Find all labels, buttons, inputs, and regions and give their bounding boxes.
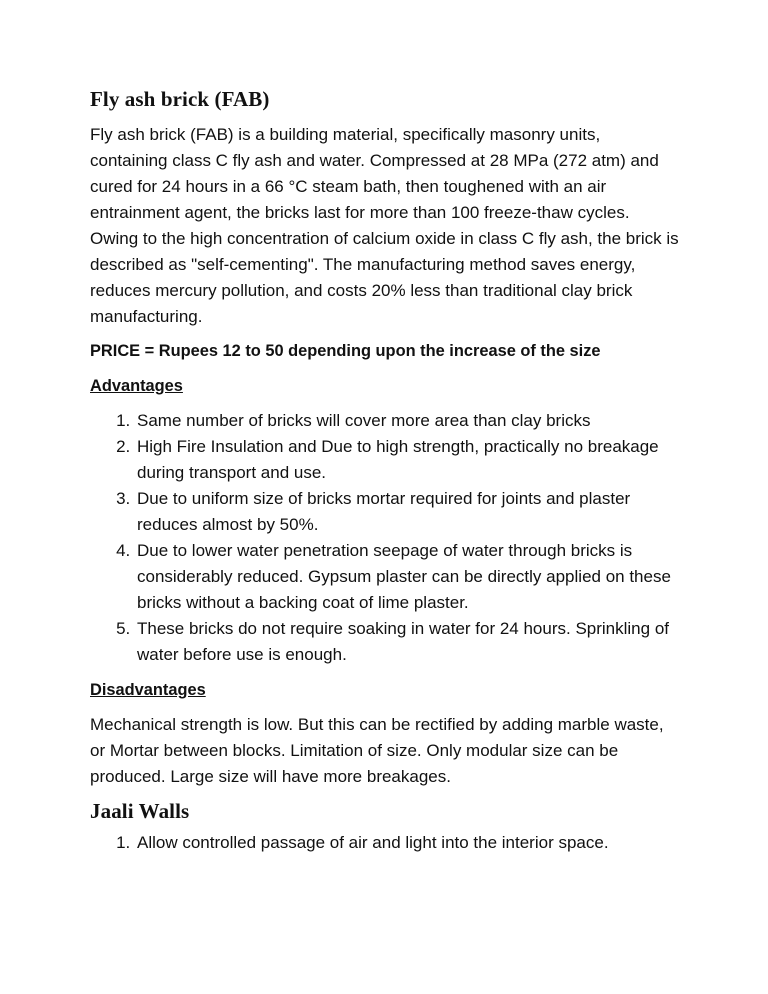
- list-item: 3. Due to uniform size of bricks mortar required for joints and plaster reduces almost by 50%.: [135, 486, 680, 538]
- disadvantages-heading: Disadvantages: [90, 681, 206, 699]
- fly-ash-brick-description: Fly ash brick (FAB) is a building material, specifically masonry units, containing class C fly ash and water. Compressed at 28 MPa (272 atm) and cured for 24 hours in a 66 °C steam bath, then toughened with an air entrainment agent, the bricks last for more than 100 freeze-thaw cycles. Owing to the high concentration of calcium oxide in class C fly ash, the brick is described as "self-cementing". The manufacturing method saves energy, reduces mercury pollution, and costs 20% less than traditional clay brick manufacturing.: [90, 125, 679, 326]
- section-title-jaali-walls: Jaali Walls: [90, 799, 190, 823]
- section-title-fly-ash-brick: Fly ash brick (FAB): [90, 87, 270, 111]
- disadvantages-description: Mechanical strength is low. But this can be rectified by adding marble waste, or Mortar between blocks. Limitation of size. Only modular size can be produced. Large size will have more breakages.: [90, 715, 664, 786]
- list-item: 5. These bricks do not require soaking in water for 24 hours. Sprinkling of water before use is enough.: [135, 616, 680, 668]
- advantages-list: [90, 408, 680, 668]
- advantages-heading: Advantages: [90, 377, 183, 395]
- document-page: [90, 86, 680, 866]
- list-item: 2. High Fire Insulation and Due to high strength, practically no breakage during transport and use.: [135, 434, 680, 486]
- list-item: 1. Allow controlled passage of air and light into the interior space.: [135, 830, 680, 856]
- price-line: PRICE = Rupees 12 to 50 depending upon the increase of the size: [90, 342, 601, 360]
- jaali-walls-list: [90, 830, 680, 856]
- list-item: 4. Due to lower water penetration seepage of water through bricks is considerably reduced. Gypsum plaster can be directly applied on these bricks without a backing coat of lime plaster.: [135, 538, 680, 616]
- list-item: 1. Same number of bricks will cover more area than clay bricks: [135, 408, 680, 434]
